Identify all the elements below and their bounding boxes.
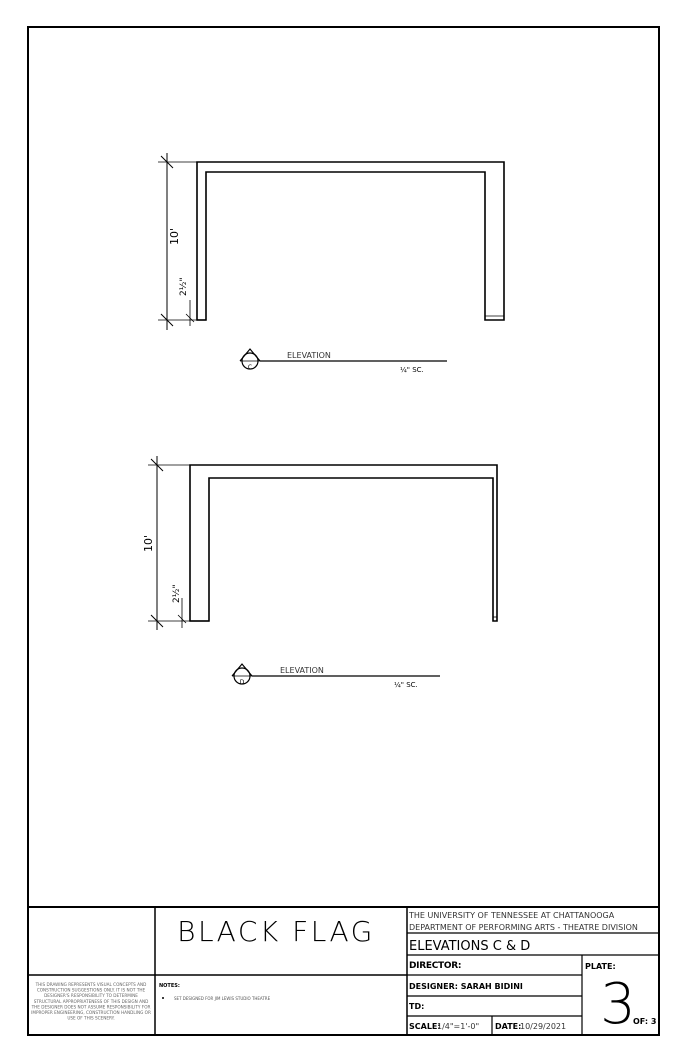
disclaimer-text: THIS DRAWING REPRESENTS VISUAL CONCEPTS AND CONSTRUCTION SUGGESTIONS ONLY. IT IS NOT THE DESIGNER'S RESPONSIBILITY TO DETERMINE STRUCTURAL APPROPRIATENESS OF THIS DESIGN AND THE DESIGNER DOES NOT ASSUME RESPONSIBILITY FOR IMPROPER ENGINEERING, CONSTRUCTION HANDLING OR USE OF THIS SCENERY. [31, 982, 151, 1021]
callout-scale: ¼" SC. [400, 366, 424, 374]
plate-total: OF: 3 [633, 1017, 657, 1026]
td-label: TD: [409, 1002, 425, 1011]
notes-label: NOTES: [159, 983, 180, 989]
callout-label: ELEVATION [287, 351, 331, 360]
notes-item: SET DESIGNED FOR JIM LEWIS STUDIO THEATRE [174, 996, 271, 1001]
flag-frame-outline [190, 465, 497, 621]
elevation-callout [232, 664, 440, 689]
date-label: DATE: [495, 1022, 522, 1031]
height-dimension-label: 10' [168, 227, 181, 245]
institution-line-1: THE UNIVERSITY OF TENNESSEE AT CHATTANOOGA [409, 911, 615, 920]
elevation-c [158, 153, 504, 374]
flag-frame-outline [197, 162, 504, 320]
institution-line-2: DEPARTMENT OF PERFORMING ARTS - THEATRE DIVISION [409, 923, 638, 932]
callout-id: D [239, 679, 245, 686]
show-title: BLACK FLAG [177, 915, 375, 948]
callout-label: ELEVATION [280, 666, 324, 675]
date-value: 10/29/2021 [520, 1022, 567, 1031]
plate-label: PLATE: [585, 962, 616, 971]
height-dimension-label: 10' [142, 534, 155, 552]
sheet-border [28, 27, 659, 1035]
callout-scale: ¼" SC. [394, 681, 418, 689]
plate-number: 3 [600, 972, 636, 1037]
drawing-name: ELEVATIONS C & D [409, 939, 531, 954]
base-dimension-label: 2½" [172, 584, 182, 603]
elevation-callout [240, 349, 447, 374]
scale-value: 1/4"=1'-0" [437, 1022, 480, 1031]
director-label: DIRECTOR: [409, 961, 462, 971]
elevation-d [142, 456, 497, 689]
callout-id: C [247, 364, 253, 371]
base-dimension-label: 2½" [179, 277, 189, 296]
designer-label: DESIGNER: SARAH BIDINI [409, 982, 523, 991]
scale-label: SCALE: [409, 1022, 441, 1031]
title-block [28, 907, 659, 1037]
